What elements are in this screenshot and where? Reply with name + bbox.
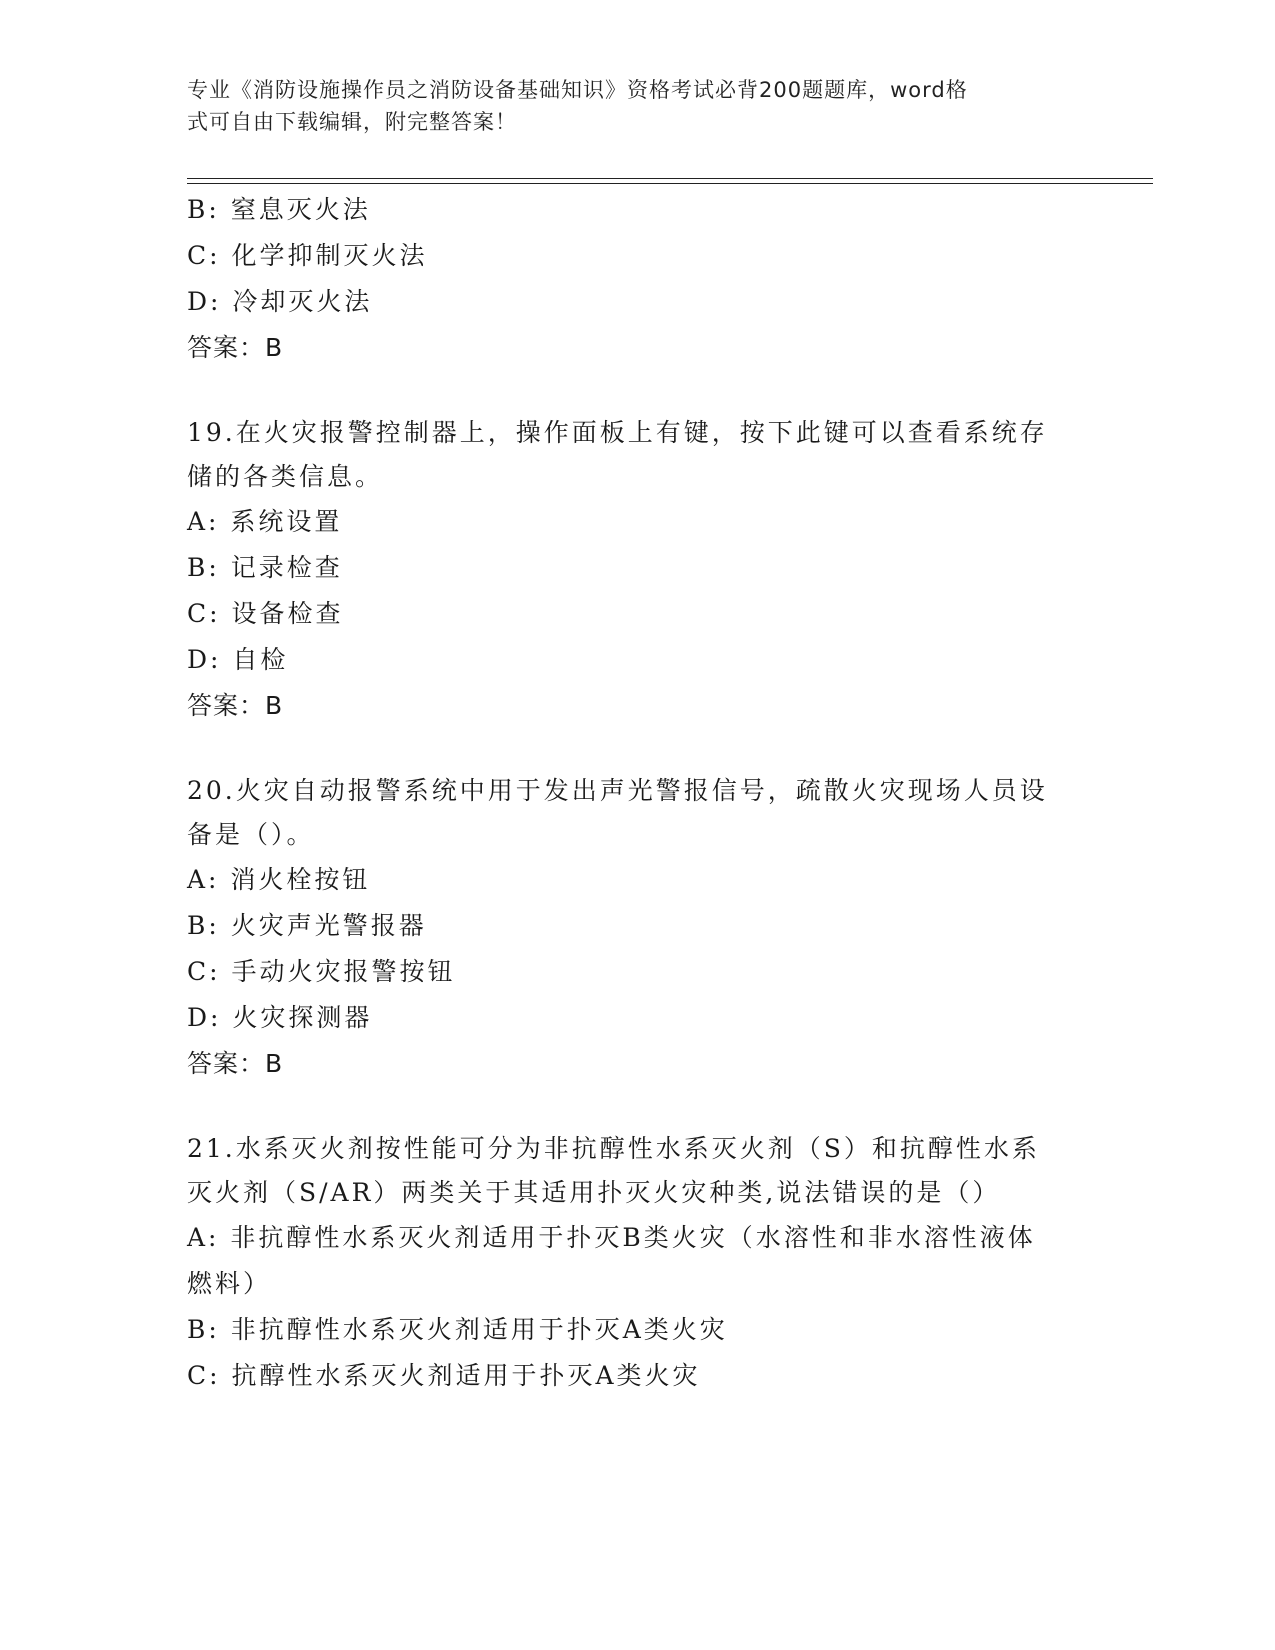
option-b: B: 非抗醇性水系灭火剂适用于扑灭A类火灾 bbox=[187, 1315, 728, 1344]
question-19 bbox=[187, 411, 1087, 729]
stem-line: 灭火剂（S/AR）两类关于其适用扑灭火灾种类,说法错误的是（） bbox=[187, 1178, 1001, 1207]
option-b: B: 记录检查 bbox=[187, 553, 343, 582]
question-20 bbox=[187, 769, 1087, 1087]
option-a: A: 消火栓按钮 bbox=[187, 865, 371, 894]
spacer bbox=[187, 371, 1087, 411]
option-b: B: 火灾声光警报器 bbox=[187, 911, 427, 940]
option-c: C: 设备检查 bbox=[187, 599, 344, 628]
question-stem bbox=[187, 1127, 1087, 1215]
option-c: C: 手动火灾报警按钮 bbox=[187, 957, 456, 986]
answer-line: 答案：B bbox=[187, 333, 284, 362]
document-body bbox=[187, 187, 1087, 1399]
option-c: C: 抗醇性水系灭火剂适用于扑灭A类火灾 bbox=[187, 1361, 701, 1390]
option-a-continued: 燃料） bbox=[187, 1269, 272, 1298]
question-18-continued bbox=[187, 187, 1087, 371]
question-21 bbox=[187, 1127, 1087, 1399]
header-line-1: 专业《消防设施操作员之消防设备基础知识》资格考试必背200题题库，word格 bbox=[187, 78, 968, 102]
option-c: C: 化学抑制灭火法 bbox=[187, 241, 428, 270]
question-stem bbox=[187, 769, 1087, 857]
header-line-2: 式可自由下载编辑，附完整答案！ bbox=[187, 110, 517, 134]
option-d: D: 火灾探测器 bbox=[187, 1003, 373, 1032]
answer-line: 答案：B bbox=[187, 691, 284, 720]
option-b: B: 窒息灭火法 bbox=[187, 195, 371, 224]
spacer bbox=[187, 1087, 1087, 1127]
document-header bbox=[187, 74, 1067, 138]
stem-line: 21.水系灭火剂按性能可分为非抗醇性水系灭火剂（S）和抗醇性水系 bbox=[187, 1134, 1040, 1163]
stem-line: 备是（）。 bbox=[187, 820, 315, 849]
header-divider-top bbox=[187, 178, 1153, 179]
answer-line: 答案：B bbox=[187, 1049, 284, 1078]
stem-line: 19.在火灾报警控制器上，操作面板上有键，按下此键可以查看系统存 bbox=[187, 418, 1048, 447]
option-a: A: 系统设置 bbox=[187, 507, 343, 536]
question-stem bbox=[187, 411, 1087, 499]
stem-line: 储的各类信息。 bbox=[187, 462, 384, 491]
option-d: D: 冷却灭火法 bbox=[187, 287, 373, 316]
header-divider-bottom bbox=[187, 183, 1153, 184]
option-a: A: 非抗醇性水系灭火剂适用于扑灭B类火灾（水溶性和非水溶性液体 bbox=[187, 1223, 1036, 1252]
spacer bbox=[187, 729, 1087, 769]
stem-line: 20.火灾自动报警系统中用于发出声光警报信号，疏散火灾现场人员设 bbox=[187, 776, 1048, 805]
option-d: D: 自检 bbox=[187, 645, 289, 674]
